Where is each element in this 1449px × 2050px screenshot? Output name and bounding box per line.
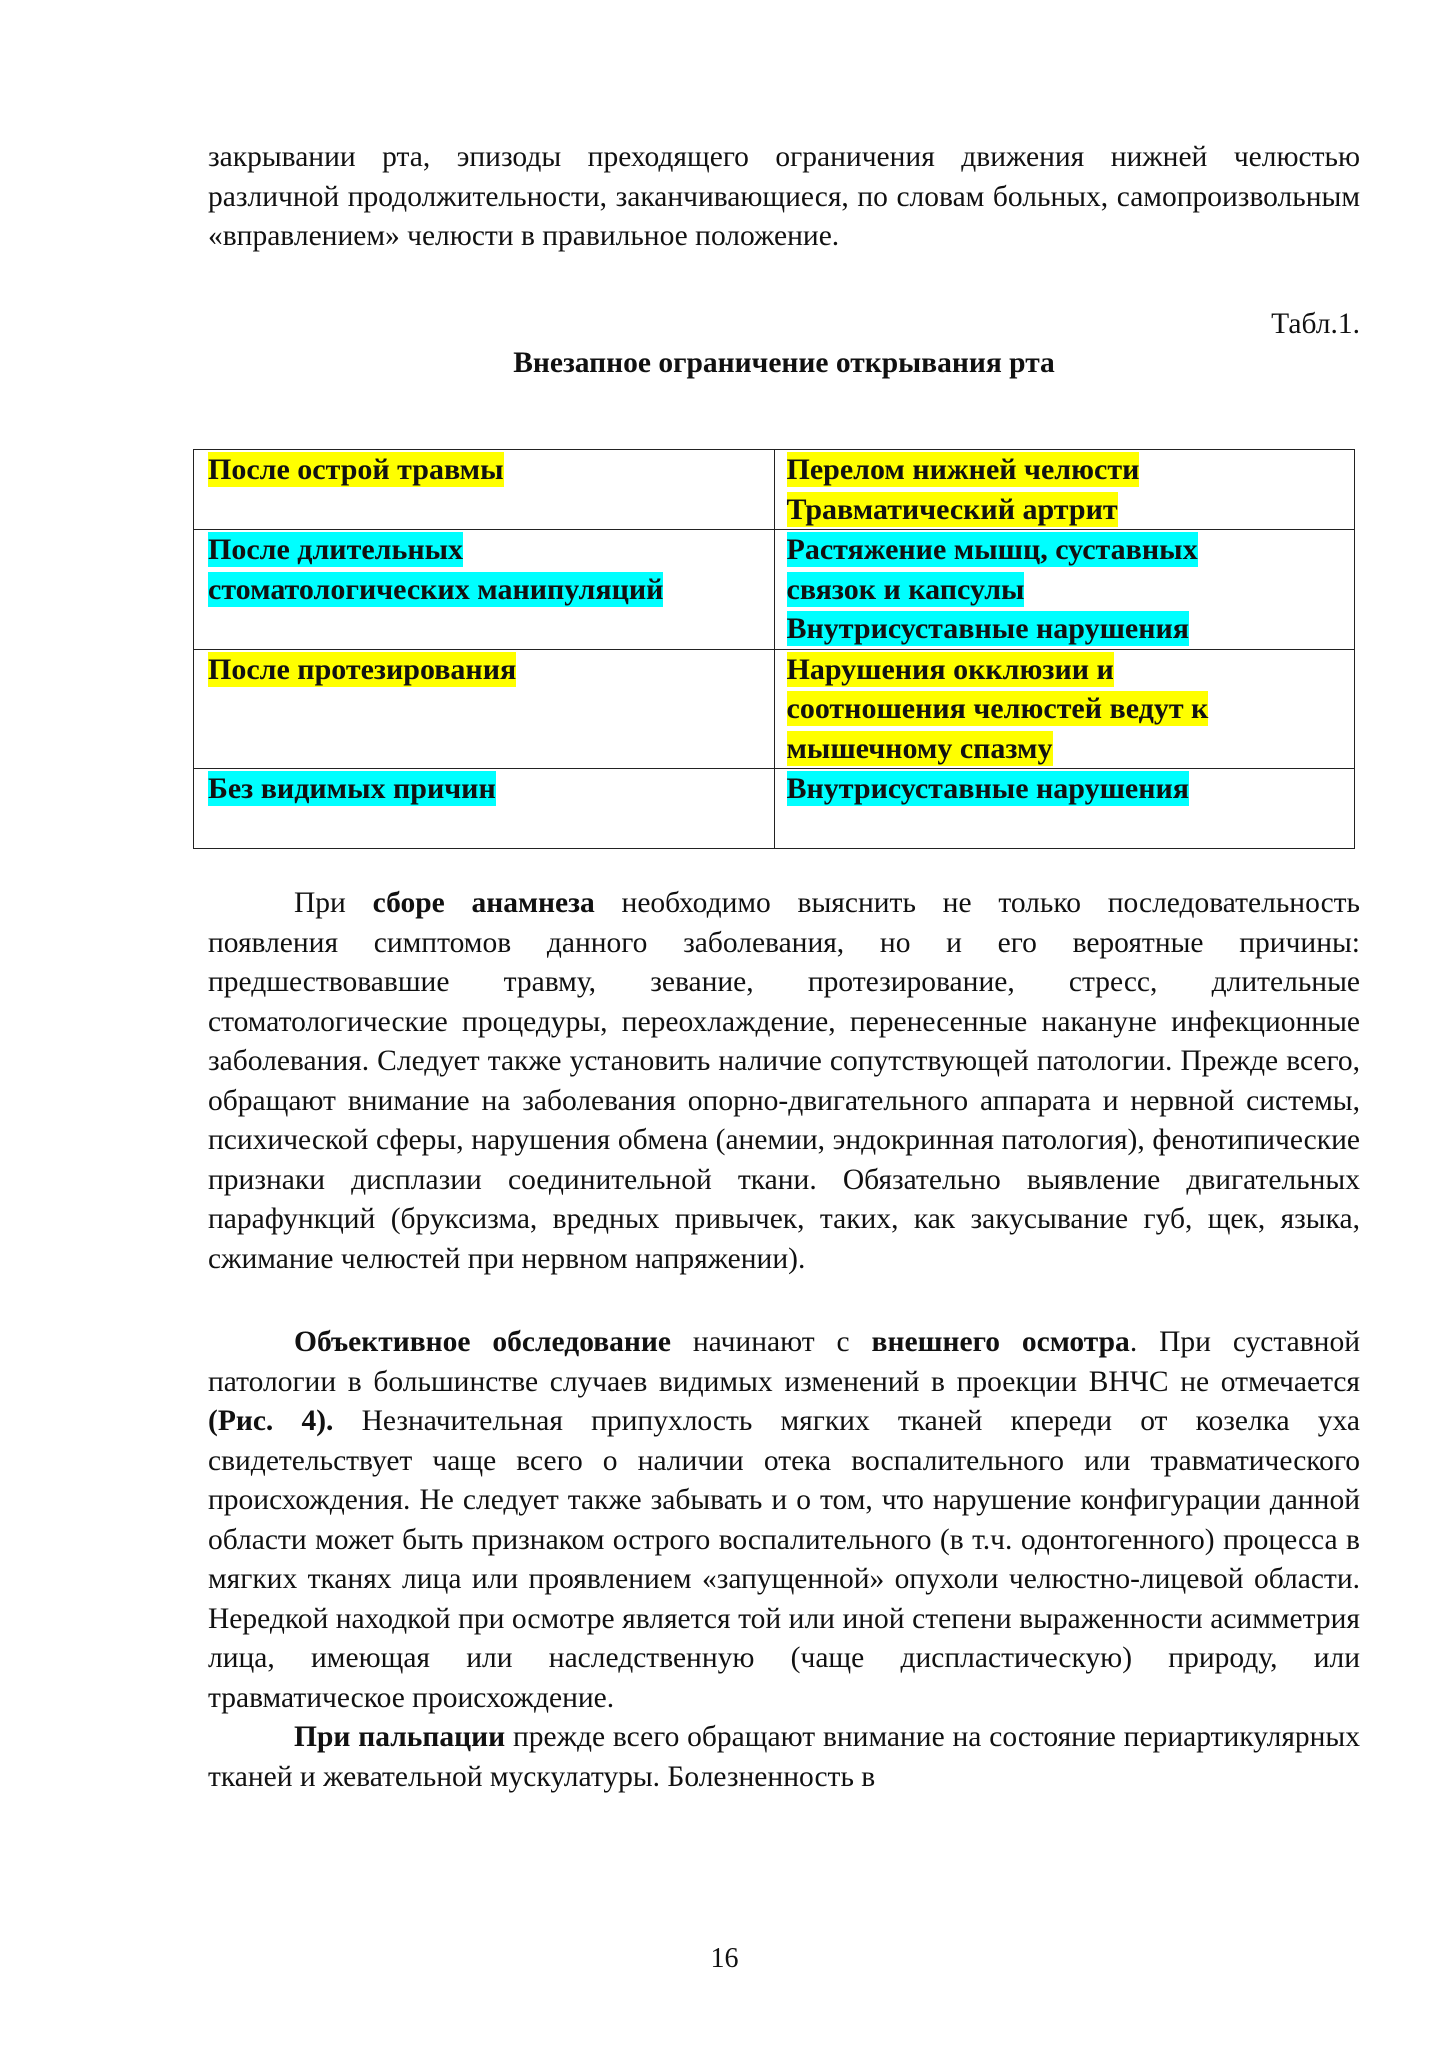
highlighted-text: Внутрисуставные нарушения — [786, 612, 1190, 645]
table-container — [193, 449, 1355, 849]
highlighted-text: Перелом нижней челюсти — [786, 453, 1140, 486]
table-cell-right — [774, 649, 1355, 769]
objective-paragraph — [208, 1323, 1360, 1718]
highlighted-text: соотношения челюстей ведут к — [786, 692, 1209, 725]
table-label: Табл.1. — [1271, 307, 1360, 340]
document-page — [208, 138, 1360, 384]
table-cell-left — [194, 530, 775, 650]
highlighted-text: Нарушения окклюзии и — [786, 652, 1114, 686]
table-row — [194, 649, 1355, 769]
highlighted-text: Внутрисуставные нарушения — [786, 772, 1190, 805]
objective-bold-1: Объективное обследование — [294, 1326, 671, 1358]
table-cell-left — [194, 769, 775, 849]
palpation-paragraph — [208, 1718, 1360, 1797]
table-cell-left — [194, 649, 775, 769]
table-row — [194, 769, 1355, 849]
causes-table — [193, 449, 1355, 849]
palpation-text: прежде всего обращают внимание на состояние периартикулярных тканей и жевательной мускулатуры. Болезненность в — [208, 1721, 1361, 1793]
table-cell-right — [774, 769, 1355, 849]
body-text — [208, 884, 1360, 1797]
highlighted-text: После протезирования — [208, 652, 517, 686]
page-number: 16 — [710, 1943, 739, 1974]
objective-bold-3: (Рис. 4). — [208, 1405, 334, 1437]
anamnesis-text: необходимо выяснить не только последовательность появления симптомов данного заболевания, но и его вероятные причины: предшествовавшие травму, зевание, протезирование, стресс, длительные стоматологические процедуры, переохлаждение, перенесенные накануне инфекционные заболевания. Следует также установить наличие сопутствующей патологии. Прежде всего, обращают внимание на заболевания опорно-двигательного аппарата и нервной системы, психической сферы, нарушения обмена (анемии, эндокринная патология), фенотипические признаки дисплазии соединительной ткани. Обязательно выявление двигательных парафункций (бруксизма, вредных привычек, таких, как закусывание губ, щек, языка, сжимание челюстей при нервном напряжении). — [208, 887, 1361, 1275]
highlighted-text: стоматологических манипуляций — [208, 572, 664, 606]
table-cell-left — [194, 450, 775, 530]
objective-bold-2: внешнего осмотра — [871, 1326, 1130, 1358]
table-cell-right — [774, 450, 1355, 530]
highlighted-text: Травматический артрит — [786, 492, 1118, 526]
palpation-bold: При пальпации — [294, 1721, 506, 1753]
highlighted-text: После длительных — [208, 533, 464, 566]
anamnesis-paragraph — [208, 884, 1360, 1279]
objective-text-3: Незначительная припухлость мягких тканей кпереди от козелка уха свидетельствует чаще всего о наличии отека воспалительного или травматического происхождения. Не следует также забывать и о том, что нарушение конфигурации данной области может быть признаком острого воспалительного (в т.ч. одонтогенного) процесса в мягких тканях лица или проявлением «запущенной» опухоли челюстно-лицевой области. Нередкой находкой при осмотре является той или иной степени выраженности асимметрия лица, имеющая или наследственную (чаще диспластическую) природу, или травматическое происхождение. — [208, 1405, 1361, 1714]
highlighted-text: связок и капсулы — [786, 572, 1025, 606]
highlighted-text: Без видимых причин — [208, 772, 496, 805]
objective-text-2: . При суставной патологии в большинстве случаев видимых изменений в проекции ВНЧС не отмечается — [208, 1326, 1360, 1398]
anamnesis-lead: При — [294, 887, 346, 919]
anamnesis-bold: сборе анамнеза — [372, 887, 595, 919]
table-row — [194, 450, 1355, 530]
intro-paragraph: закрывании рта, эпизоды преходящего ограничения движения нижней челюстью различной продолжительности, заканчивающиеся, по словам больных, самопроизвольным «вправлением» челюсти в правильное положение. — [208, 141, 1360, 252]
table-cell-right — [774, 530, 1355, 650]
highlighted-text: Растяжение мышц, суставных — [786, 533, 1198, 566]
table-row — [194, 530, 1355, 650]
table-title: Внезапное ограничение открывания рта — [513, 347, 1055, 379]
objective-text-1: начинают с — [692, 1326, 850, 1358]
highlighted-text: мышечному спазму — [786, 731, 1053, 765]
highlighted-text: После острой травмы — [208, 453, 504, 486]
